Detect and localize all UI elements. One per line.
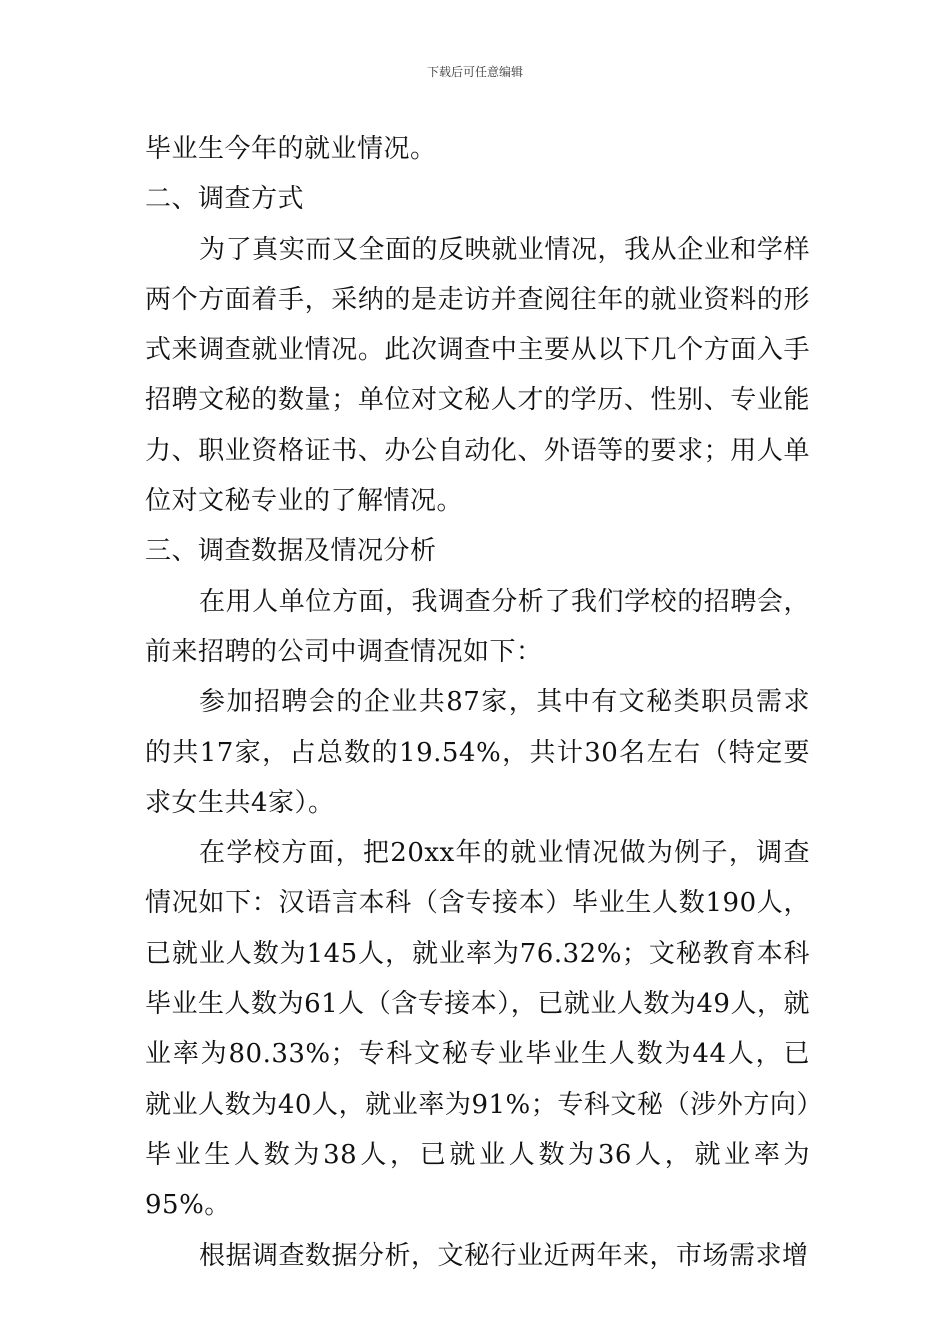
section-heading-survey-method: 二、调查方式 (145, 184, 305, 215)
page-header-note: 下载后可任意编辑 (426, 65, 523, 79)
paragraph-employer-side: 在用人单位方面，我调查分析了我们学校的招聘会，前来招聘的公司中调查情况如下： (145, 586, 810, 667)
paragraph-continuation: 毕业生今年的就业情况。 (145, 134, 437, 164)
paragraph-analysis: 根据调查数据分析，文秘行业近两年来，市场需求增 (199, 1240, 809, 1271)
document-body (145, 124, 810, 1281)
section-heading-data-analysis: 三、调查数据及情况分析 (145, 536, 437, 567)
paragraph-job-fair-stats: 参加招聘会的企业共87家，其中有文秘类职员需求的共17家，占总数的19.54%，共计30名左右（特定要求女生共4家）。 (145, 687, 810, 818)
paragraph-survey-method: 为了真实而又全面的反映就业情况，我从企业和学样两个方面着手，采纳的是走访并查阅往年的就业资料的形式来调查就业情况。此次调查中主要从以下几个方面入手招聘文秘的数量；单位对文秘人才的学历、性别、专业能力、职业资格证书、办公自动化、外语等的要求；用人单位对文秘专业的了解情况。 (145, 234, 810, 517)
paragraph-school-stats: 在学校方面，把20xx年的就业情况做为例子，调查情况如下：汉语言本科（含专接本）毕业生人数190人，已就业人数为145人，就业率为76.32%；文秘教育本科毕业生人数为61人（含专接本），已就业人数为49人，就业率为80.33%；专科文秘专业毕业生人数为44人，已就业人数为40人，就业率为91%；专科文秘（涉外方向）毕业生人数为38人，已就业人数为36人，就业率为95%。 (145, 838, 810, 1221)
